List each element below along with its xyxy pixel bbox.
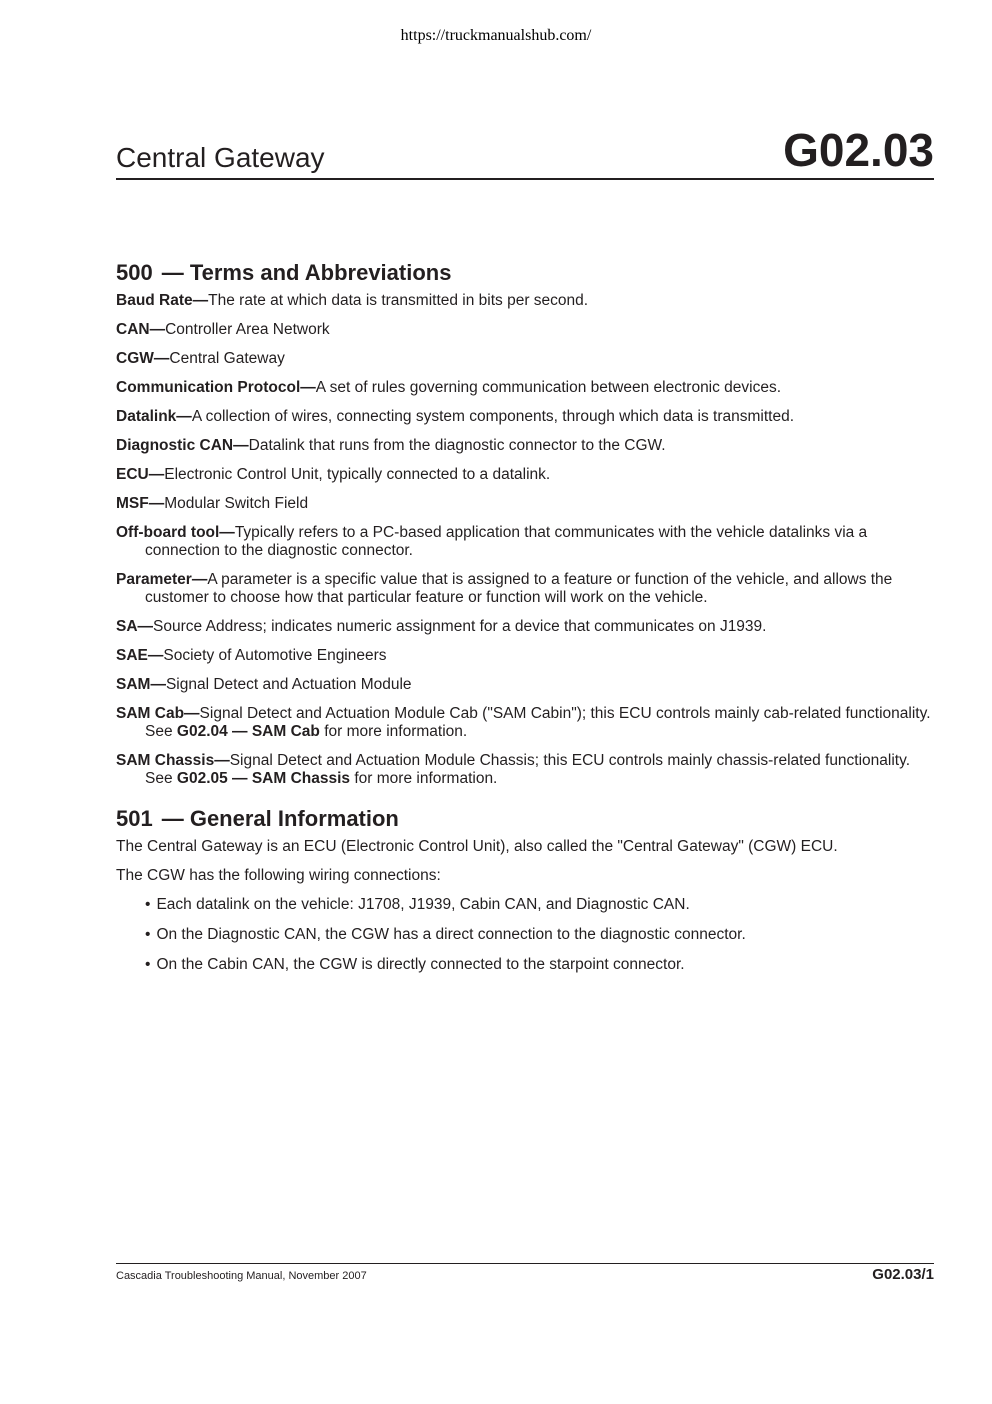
list-item [116,926,934,944]
term-name: CGW— [116,350,170,367]
term-definition: Central Gateway [169,350,285,367]
term-name: Communication Protocol— [116,379,316,396]
term-entry [116,571,934,607]
terms-section-title: — Terms and Abbreviations [161,260,452,285]
term-name: MSF— [116,495,165,512]
body-paragraph: The CGW has the following wiring connections: [116,867,441,884]
body-paragraph: The Central Gateway is an ECU (Electronic Control Unit), also called the "Central Gateway" (CGW) ECU. [116,838,838,855]
term-name: SAM Cab— [116,705,200,722]
term-name: Parameter— [116,571,208,588]
term-definition-tail: for more information. [350,770,498,787]
bullet-marker: • [145,956,151,973]
general-section-heading [116,804,934,834]
term-definition: Controller Area Network [165,321,330,338]
list-item [116,956,934,974]
page-header [116,126,934,180]
section-code: G02.03 [783,124,934,176]
general-section-number: 501 [116,806,153,831]
list-item-text: On the Diagnostic CAN, the CGW has a direct connection to the diagnostic connector. [156,926,746,943]
term-definition: The rate at which data is transmitted in bits per second. [208,292,589,309]
term-definition: Datalink that runs from the diagnostic connector to the CGW. [248,437,666,454]
term-definition: A collection of wires, connecting system components, through which data is transmitted. [191,408,795,425]
term-definition-tail: for more information. [319,723,468,740]
term-entry [116,408,934,426]
term-definition: A parameter is a specific value that is assigned to a feature or function of the vehicle, and allows the customer to choose how that particular feature or function will work on the vehicle. [145,571,893,606]
cross-reference: G02.04 — SAM Cab [176,723,320,740]
term-definition: A set of rules governing communication between electronic devices. [315,379,782,396]
term-entry [116,676,934,694]
term-name: Baud Rate— [116,292,209,309]
term-definition: Signal Detect and Actuation Module Chassis; this ECU controls mainly chassis-related functionality. See [145,752,911,787]
bullet-marker: • [145,926,151,943]
bullet-marker: • [145,896,151,913]
footer-divider [116,1263,934,1264]
term-name: SAM— [116,676,166,693]
term-name: ECU— [116,466,165,483]
term-entry [116,379,934,397]
term-entry [116,321,934,339]
terms-section-heading [116,258,934,288]
term-name: SA— [116,618,154,635]
term-entry [116,495,934,513]
general-section-title: — General Information [161,806,399,831]
term-entry [116,524,934,560]
term-definition: Source Address; indicates numeric assignment for a device that communicates on J1939. [153,618,767,635]
term-name: Datalink— [116,408,192,425]
term-definition: Signal Detect and Actuation Module Cab ("SAM Cabin"); this ECU controls mainly cab-related functionality. See [145,705,931,740]
term-entry [116,292,934,310]
main-content [116,258,934,986]
footer-manual-title: Cascadia Troubleshooting Manual, November 2007 [116,1270,367,1282]
term-name: Off-board tool— [116,524,235,541]
list-item-text: Each datalink on the vehicle: J1708, J1939, Cabin CAN, and Diagnostic CAN. [156,896,690,913]
term-definition: Signal Detect and Actuation Module [165,676,412,693]
terms-section-number: 500 [116,260,153,285]
term-name: SAE— [116,647,164,664]
term-entry [116,705,934,741]
term-definition: Society of Automotive Engineers [163,647,387,664]
term-entry [116,752,934,788]
term-name: CAN— [116,321,166,338]
cross-reference: G02.05 — SAM Chassis [176,770,351,787]
page-title: Central Gateway [116,142,325,173]
list-item-text: On the Cabin CAN, the CGW is directly connected to the starpoint connector. [156,956,685,973]
term-entry [116,466,934,484]
footer-page-number: G02.03/1 [872,1266,934,1283]
term-definition: Electronic Control Unit, typically connected to a datalink. [164,466,551,483]
term-entry [116,618,934,636]
term-name: SAM Chassis— [116,752,230,769]
term-definition: Modular Switch Field [164,495,309,512]
list-item [116,896,934,914]
term-entry [116,647,934,665]
term-entry [116,437,934,455]
source-url[interactable]: https://truckmanualshub.com/ [400,27,592,44]
term-definition: Typically refers to a PC-based application that communicates with the vehicle datalinks via a connection to the diagnostic connector. [145,524,868,559]
term-entry [116,350,934,368]
term-name: Diagnostic CAN— [116,437,249,454]
